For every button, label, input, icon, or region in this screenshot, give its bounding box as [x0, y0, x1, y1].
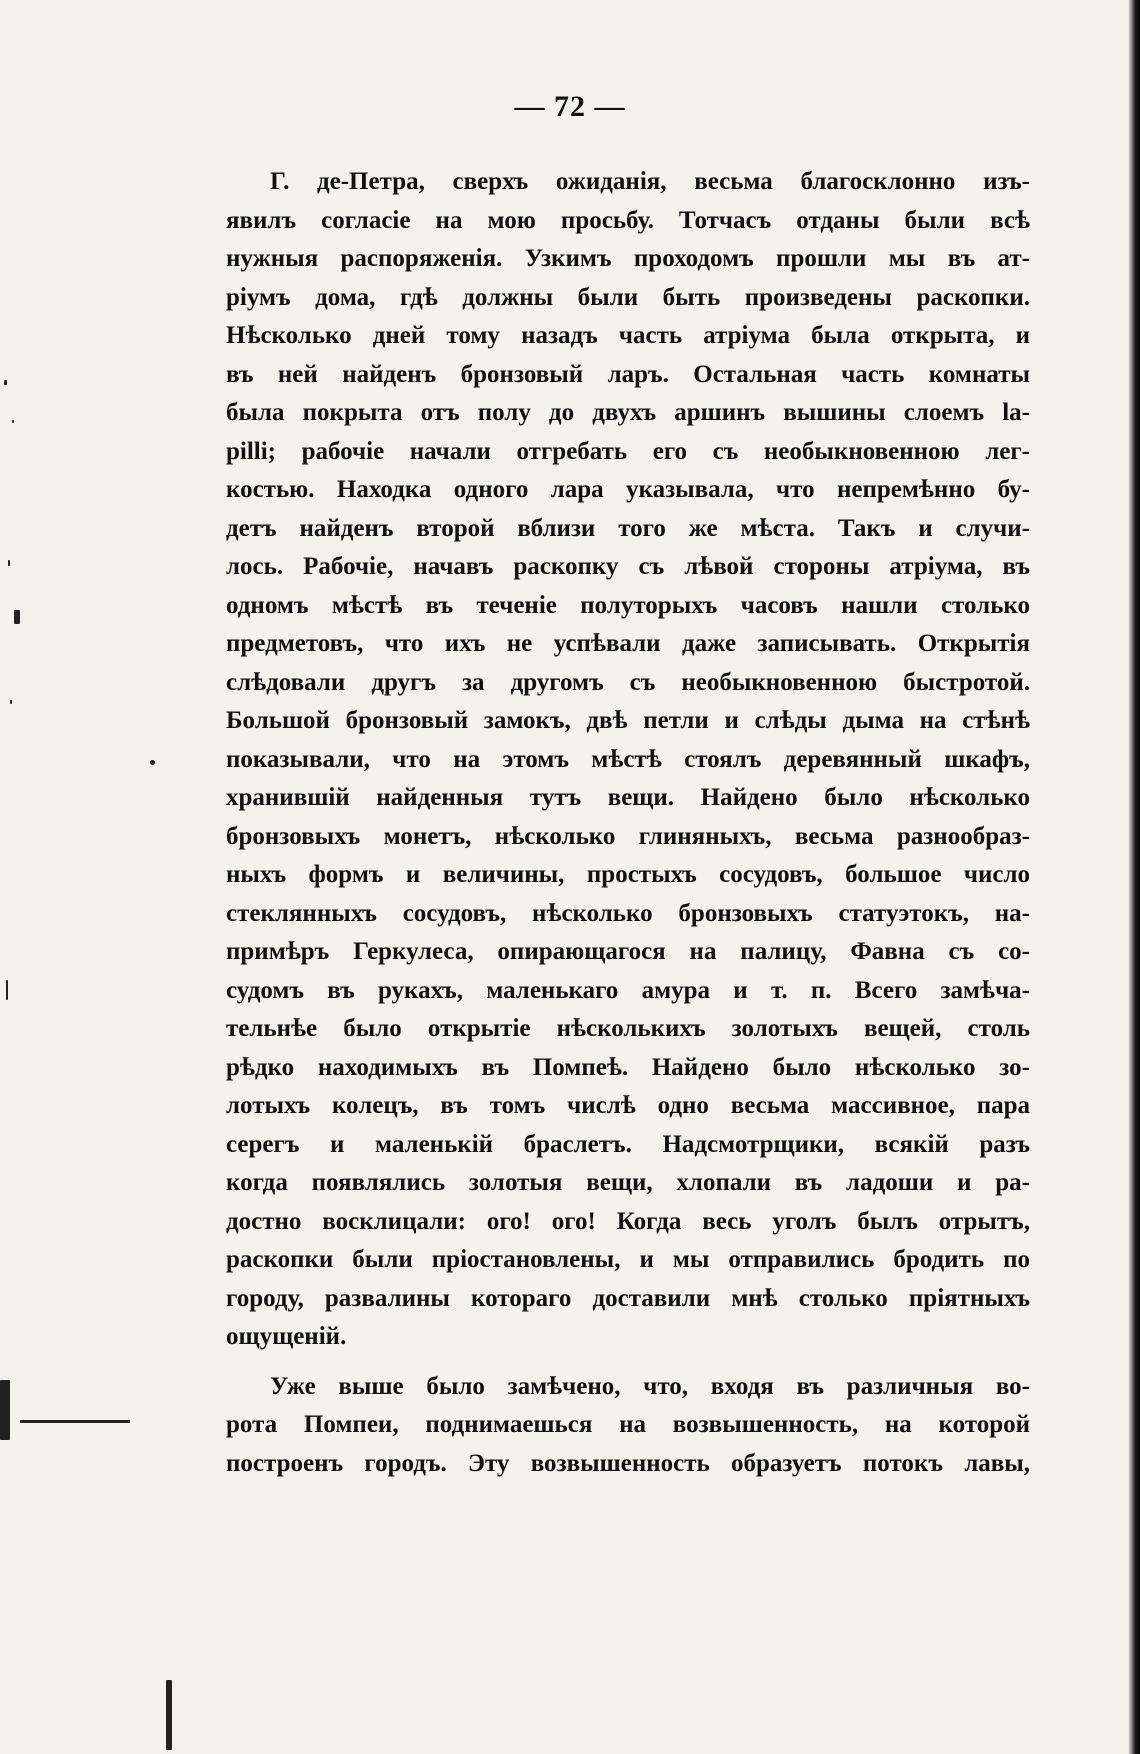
text-line: лось. Рабочіе, начавъ раскопку съ лѣвой стороны атріума, въ — [226, 553, 1030, 580]
text-line: городу, развалины котораго доставили мнѣ столько пріятныхъ — [226, 1284, 1030, 1312]
text-line: тельнѣе было открытіе нѣсколькихъ золотыхъ вещей, столь — [226, 1015, 1030, 1042]
text-line: детъ найденъ второй вблизи того же мѣста. Такъ и случи- — [226, 514, 1030, 542]
text-line: явилъ согласіе на мою просьбу. Тотчасъ отданы были всѣ — [226, 206, 1030, 234]
text-line: Г. де-Петра, сверхъ ожиданія, весьма благосклонно изъ- — [270, 168, 1030, 195]
text-line: достно восклицали: ого! ого! Когда весь уголъ былъ отрытъ, — [226, 1207, 1030, 1235]
text-line: рѣдко находимыхъ въ Помпеѣ. Найдено было нѣсколько зо- — [226, 1053, 1030, 1081]
text-line: въ ней найденъ бронзовый ларъ. Остальная часть комнаты — [226, 360, 1030, 388]
text-line: ныхъ формъ и величины, простыхъ сосудовъ, большое число — [226, 861, 1030, 888]
text-line: pilli; рабочіе начали отгребать его съ необыкновенною лег- — [226, 437, 1030, 465]
text-line: бронзовыхъ монетъ, нѣсколько глиняныхъ, весьма разнообраз- — [226, 822, 1030, 850]
text-line: костью. Находка одного лара указывала, что непремѣнно бу- — [226, 476, 1030, 503]
text-line: примѣръ Геркулеса, опирающагося на палицу, Фавна съ со- — [226, 938, 1030, 965]
text-line: Большой бронзовый замокъ, двѣ петли и слѣды дыма на стѣнѣ — [226, 707, 1030, 734]
text-line: построенъ городъ. Эту возвышенность образуетъ потокъ лавы, — [226, 1449, 1030, 1477]
text-line: серегъ и маленькій браслетъ. Надсмотрщики, всякій разъ — [226, 1130, 1030, 1158]
text-line: рота Помпеи, поднимаешься на возвышенность, на которой — [226, 1411, 1030, 1438]
text-line: одномъ мѣстѣ въ теченіе полуторыхъ часовъ нашли столько — [226, 591, 1030, 619]
paragraph — [226, 163, 1030, 1357]
scan-specks — [0, 380, 30, 1754]
text-line: хранившій найденныя тутъ вещи. Найдено было нѣсколько — [226, 784, 1030, 811]
text-line: слѣдовали другъ за другомъ съ необыкновенною быстротой. — [226, 668, 1030, 696]
text-line: была покрыта отъ полу до двухъ аршинъ вышины слоемъ la- — [226, 399, 1030, 426]
text-line: Уже выше было замѣчено, что, входя въ различныя во- — [270, 1372, 1030, 1400]
text-line: когда появлялись золотыя вещи, хлопали въ ладоши и ра- — [226, 1169, 1030, 1196]
text-line: ощущеній. — [226, 1323, 347, 1350]
text-line: нужныя распоряженія. Узкимъ проходомъ прошли мы въ ат- — [226, 245, 1030, 272]
text-line: показывали, что на этомъ мѣстѣ стоялъ деревянный шкафъ, — [226, 745, 1030, 773]
body-text — [226, 163, 1030, 1483]
page-binding-edge — [1128, 0, 1140, 1754]
text-line: предметовъ, что ихъ не успѣвали даже записывать. Открытія — [226, 630, 1030, 657]
text-line: лотыхъ колецъ, въ томъ числѣ одно весьма массивное, пара — [226, 1092, 1030, 1119]
paragraph — [226, 1368, 1030, 1484]
text-line: судомъ въ рукахъ, маленькаго амура и т. п. Всего замѣча- — [226, 976, 1030, 1004]
text-line: ріумъ дома, гдѣ должны были быть произведены раскопки. — [226, 283, 1030, 311]
page-number: — 72 — — [514, 90, 626, 123]
text-line: стеклянныхъ сосудовъ, нѣсколько бронзовыхъ статуэтокъ, на- — [226, 899, 1030, 927]
text-line: Нѣсколько дней тому назадъ часть атріума была открыта, и — [226, 322, 1030, 349]
text-line: раскопки были пріостановлены, и мы отправились бродить по — [226, 1246, 1030, 1273]
